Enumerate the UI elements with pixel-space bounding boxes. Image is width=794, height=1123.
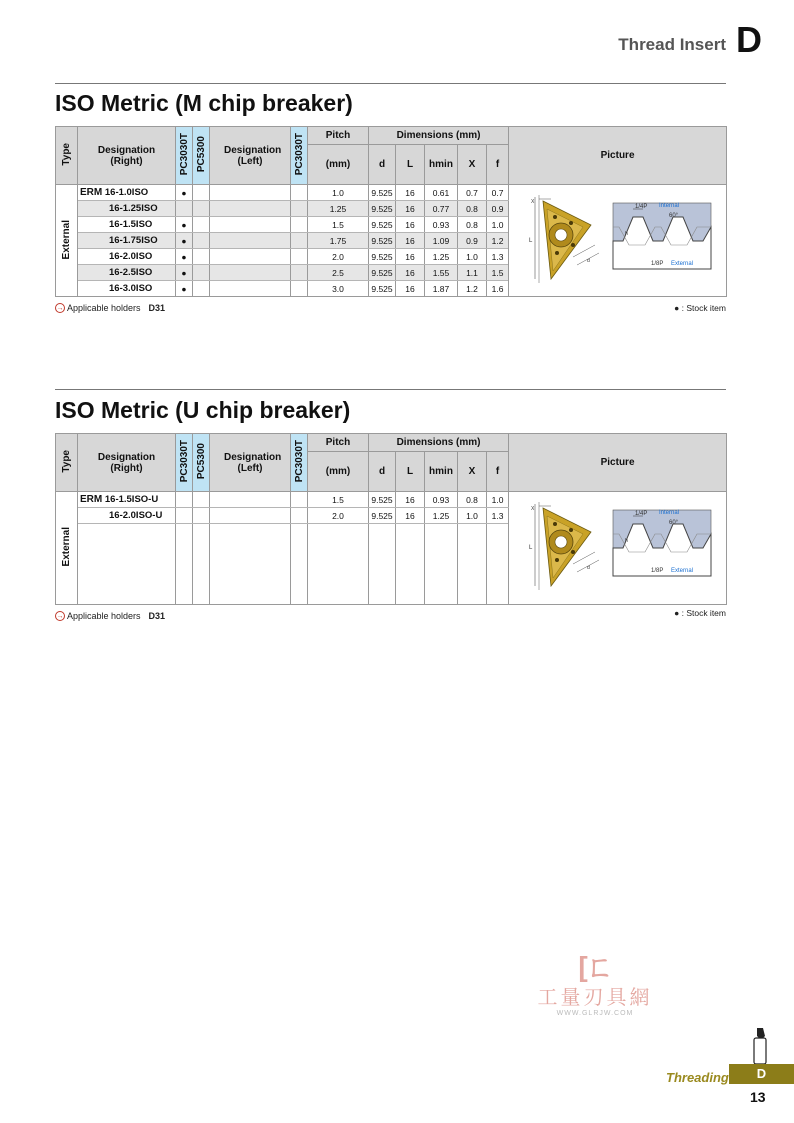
- watermark-url: WWW.GLRJW.COM: [556, 1010, 634, 1017]
- watermark: [525, 945, 665, 1017]
- table-row: 16-1.75ISO ● 1.75 9.525 16 1.09 0.9 1.2: [56, 233, 727, 249]
- watermark-logo: [ㄈ: [578, 951, 612, 982]
- col-grade-pc3030t-left: PC3030T: [291, 127, 308, 185]
- pitch-top-label: 1/4P: [634, 204, 647, 210]
- col-hmin: hmin: [425, 145, 458, 185]
- col-grade-pc3030t: PC3030T: [176, 127, 193, 185]
- col-designation-right: Designation (Right): [78, 127, 176, 185]
- col-dimensions: Dimensions (mm): [369, 127, 509, 145]
- col-dimensions: Dimensions (mm): [369, 434, 509, 452]
- col-f: f: [487, 452, 509, 492]
- internal-label: Internal: [658, 510, 679, 516]
- dim-h-label: h: [624, 538, 628, 544]
- type-cell: External: [56, 185, 78, 297]
- insert-table: [55, 433, 727, 605]
- col-grade-pc5300: PC5300: [193, 127, 210, 185]
- col-L: L: [396, 452, 425, 492]
- stock-item-legend: ● : Stock item: [674, 303, 726, 313]
- table-row: 16-1.25ISO 1.25 9.525 16 0.77 0.8 0.9: [56, 201, 727, 217]
- stock-item-legend: ● : Stock item: [674, 608, 726, 618]
- table-row: 16-2.0ISO ● 2.0 9.525 16 1.25 1.0 1.3: [56, 249, 727, 265]
- col-d: d: [369, 452, 396, 492]
- section-title: ISO Metric (U chip breaker): [55, 397, 351, 423]
- insert-table: [55, 126, 727, 297]
- page-number: 13: [750, 1089, 766, 1105]
- threading-tool-icon: [749, 1026, 771, 1066]
- chapter-tab[interactable]: D: [729, 1064, 794, 1084]
- angle-label: 60°: [668, 213, 678, 219]
- col-type: Type: [56, 127, 78, 185]
- table-row: 16-2.0ISO-U 2.0 9.525 16 1.25 1.0 1.3: [56, 508, 727, 524]
- internal-label: Internal: [658, 203, 679, 209]
- arrow-circle-icon: →: [56, 304, 64, 312]
- col-pitch: Pitch: [308, 434, 369, 452]
- applicable-holders-link[interactable]: → Applicable holders D31: [56, 303, 166, 313]
- col-grade-pc3030t: PC3030T: [176, 434, 193, 492]
- col-type: Type: [56, 434, 78, 492]
- col-designation-right: Designation (Right): [78, 434, 176, 492]
- col-d: d: [369, 145, 396, 185]
- dim-d-label: d: [586, 258, 590, 264]
- dim-L-label: L: [528, 545, 532, 551]
- section-label: Threading: [666, 1070, 729, 1085]
- col-f: f: [487, 145, 509, 185]
- dim-X-label: X: [530, 506, 534, 512]
- insert-picture: [509, 492, 727, 605]
- page-header-letter: D: [736, 19, 762, 60]
- col-picture: Picture: [509, 434, 727, 492]
- pitch-bottom-label: 1/8P: [650, 261, 663, 267]
- insert-diagram: [511, 187, 725, 287]
- applicable-holders-link[interactable]: → Applicable holders D31: [56, 611, 166, 621]
- angle-label: 60°: [668, 520, 678, 526]
- dim-X-label: X: [530, 199, 534, 205]
- col-picture: Picture: [509, 127, 727, 185]
- table-row: External ERM 16-1.0ISO ● 1.0 9.525 16 0.61 0.7 0.7 L X d 1/4P Internal 60° 1/8P External h: [56, 185, 727, 201]
- page-header: [618, 19, 762, 60]
- col-grade-pc3030t-left: PC3030T: [291, 434, 308, 492]
- col-designation-left: Designation (Left): [210, 127, 291, 185]
- col-pitch: Pitch: [308, 127, 369, 145]
- holders-page-ref: D31: [148, 611, 166, 621]
- col-X: X: [458, 452, 487, 492]
- table-row: 16-1.5ISO ● 1.5 9.525 16 0.93 0.8 1.0: [56, 217, 727, 233]
- col-designation-left: Designation (Left): [210, 434, 291, 492]
- pitch-bottom-label: 1/8P: [650, 568, 663, 574]
- dim-d-label: d: [586, 565, 590, 571]
- col-X: X: [458, 145, 487, 185]
- external-label: External: [670, 261, 693, 267]
- col-hmin: hmin: [425, 452, 458, 492]
- dim-L-label: L: [528, 238, 532, 244]
- arrow-circle-icon: →: [56, 612, 64, 620]
- holders-page-ref: D31: [148, 303, 166, 313]
- pitch-top-label: 1/4P: [634, 511, 647, 517]
- col-pitch-unit: (mm): [308, 452, 369, 492]
- section-title: ISO Metric (M chip breaker): [55, 90, 353, 116]
- col-L: L: [396, 145, 425, 185]
- table-row: 16-2.5ISO ● 2.5 9.525 16 1.55 1.1 1.5: [56, 265, 727, 281]
- dim-h-label: h: [624, 231, 628, 237]
- type-cell: External: [56, 492, 78, 605]
- col-grade-pc5300: PC5300: [193, 434, 210, 492]
- col-pitch-unit: (mm): [308, 145, 369, 185]
- page-header-title: Thread Insert: [618, 35, 726, 54]
- insert-diagram: [511, 494, 725, 594]
- external-label: External: [670, 568, 693, 574]
- section-divider: [55, 389, 726, 390]
- insert-picture: [509, 185, 727, 297]
- table-row: 16-3.0ISO ● 3.0 9.525 16 1.87 1.2 1.6: [56, 281, 727, 297]
- stock-dot: ●: [176, 185, 193, 201]
- watermark-text: 工量刃具網: [537, 987, 653, 1009]
- section-divider: [55, 83, 726, 84]
- table-row: External ERM 16-1.5ISO-U 1.5 9.525 16 0.93 0.8 1.0 L X d 1/4P Internal 60° 1/8P External h: [56, 492, 727, 508]
